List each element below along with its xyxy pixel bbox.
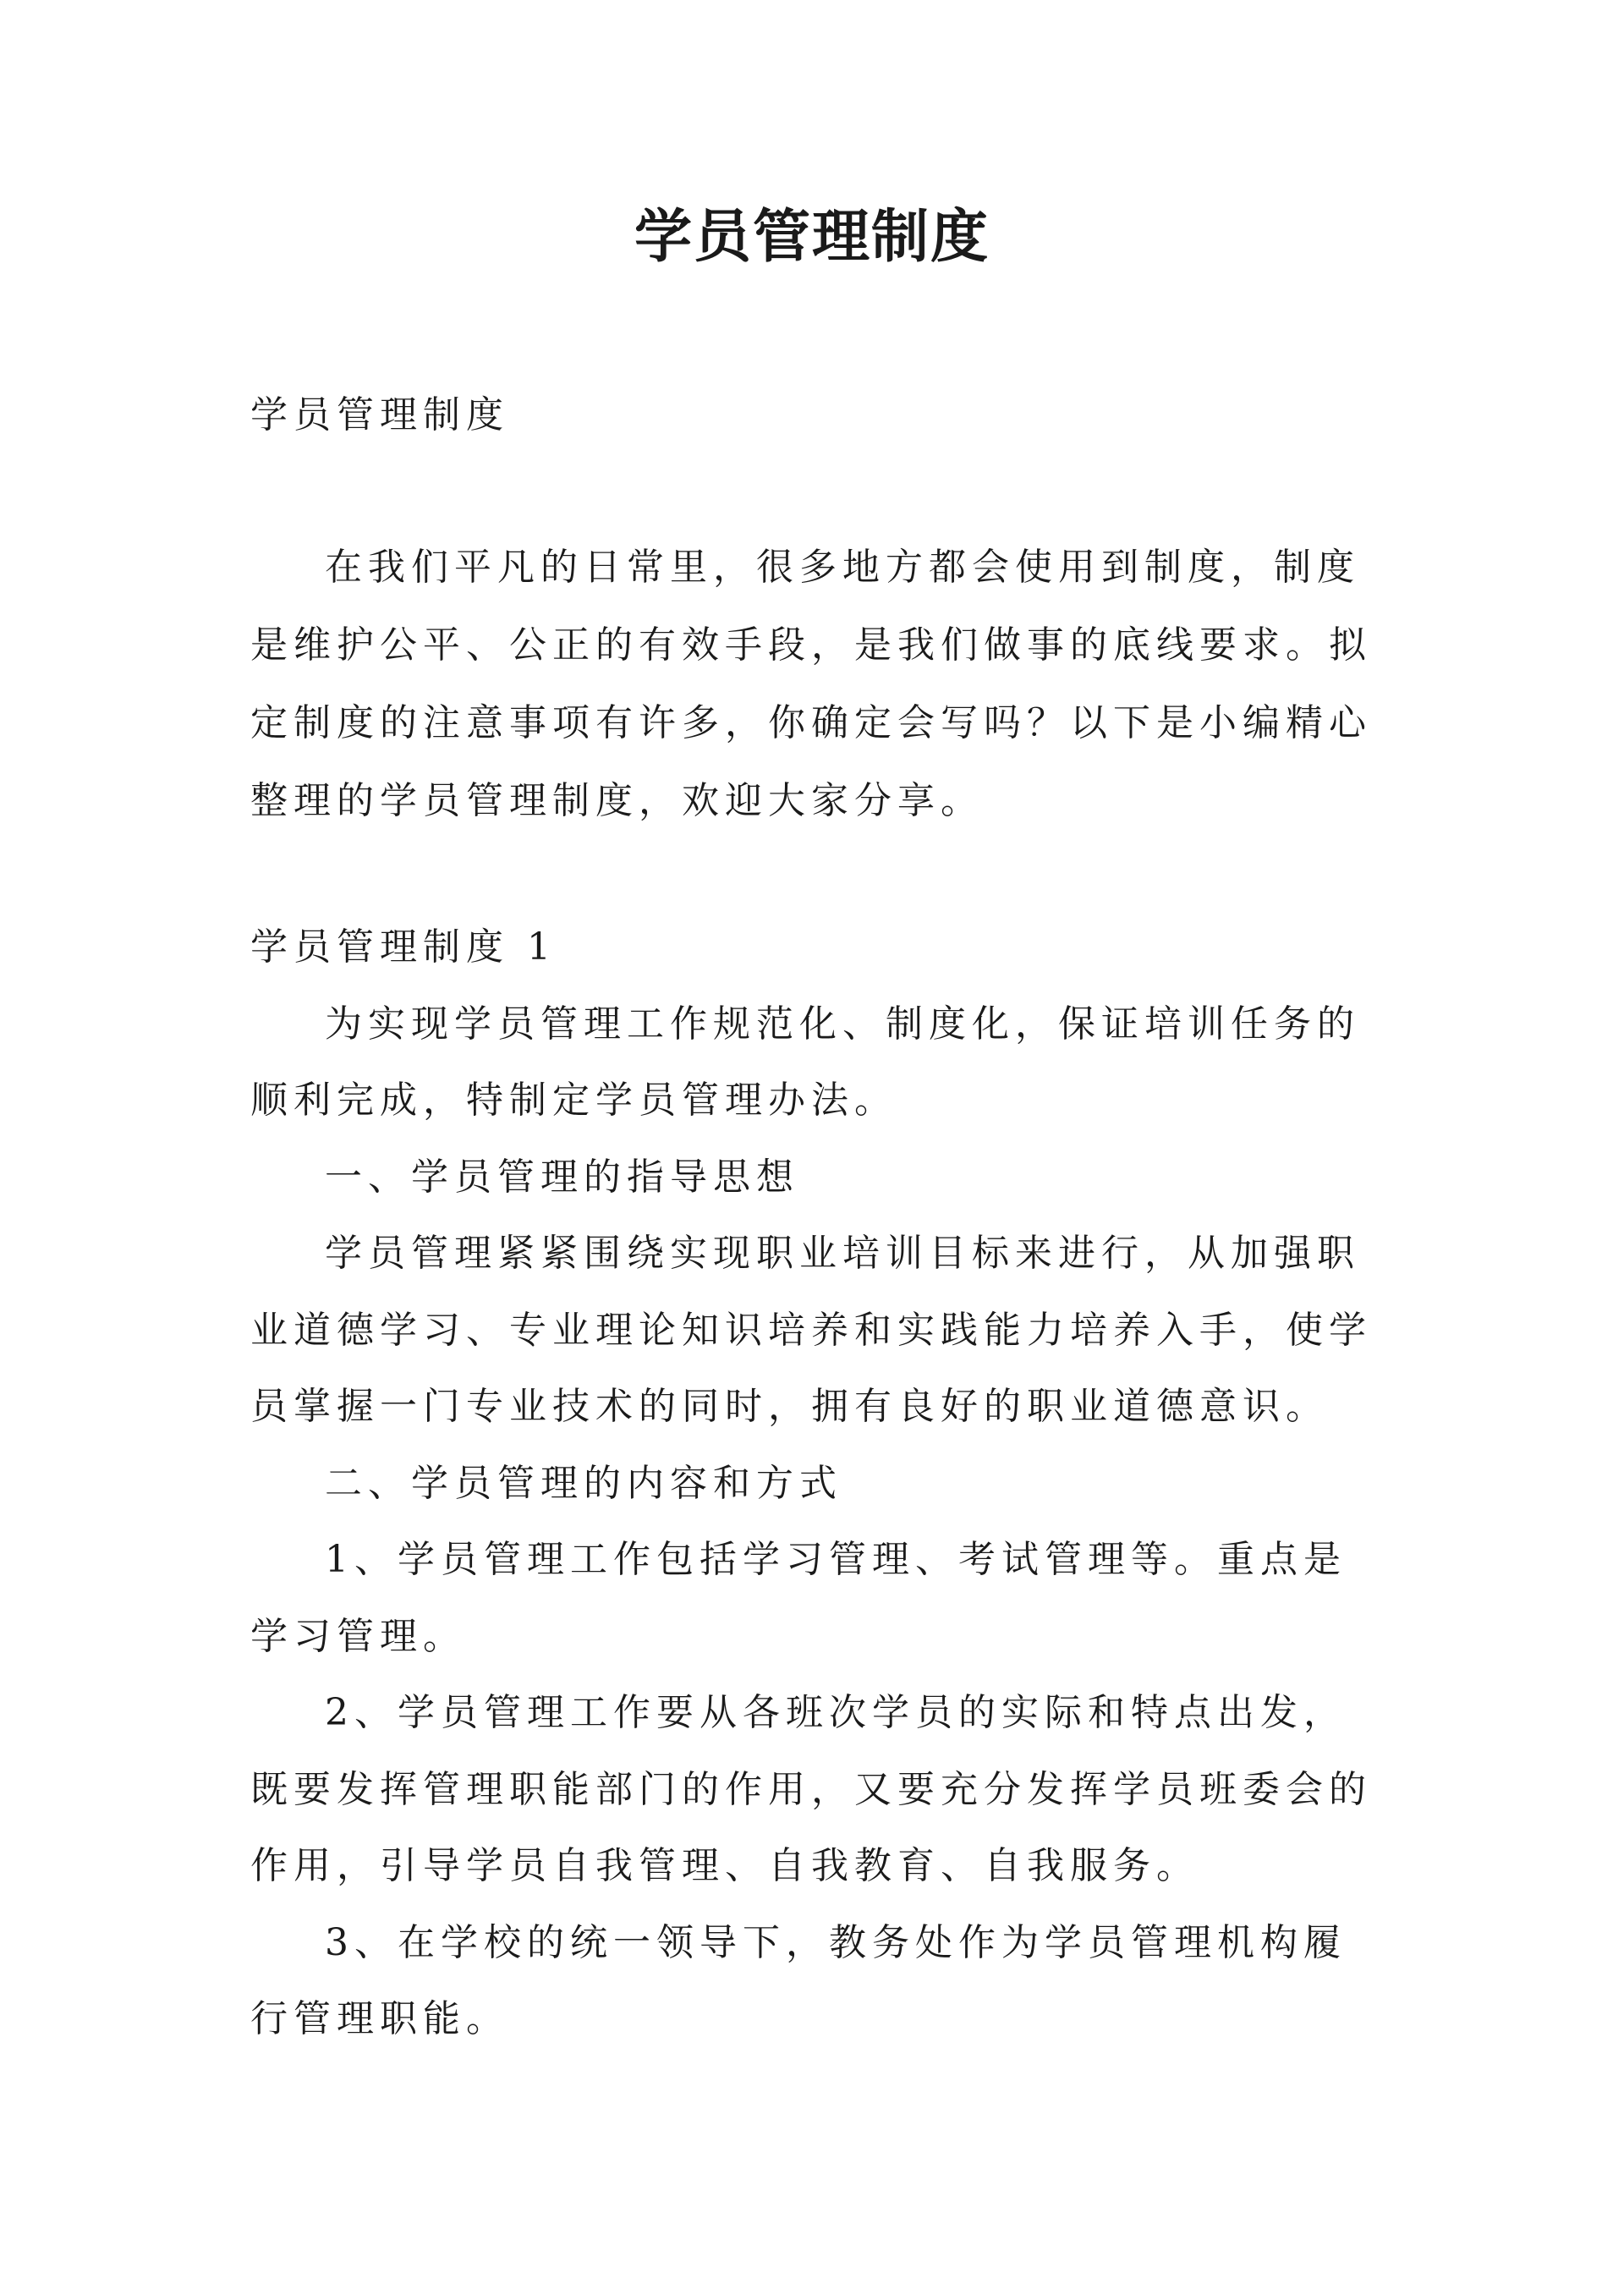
heading-content-and-methods: 二、学员管理的内容和方式 bbox=[325, 1461, 842, 1505]
heading-guiding-principle: 一、学员管理的指导思想 bbox=[325, 1155, 799, 1199]
paragraph-purpose: 为实现学员管理工作规范化、制度化，保证培训任务的顺利完成，特制定学员管理办法。 bbox=[250, 1002, 1360, 1122]
paragraph-item-1: 1、学员管理工作包括学习管理、考试管理等。重点是学习管理。 bbox=[250, 1538, 1347, 1658]
paragraph-guiding-principle: 学员管理紧紧围绕实现职业培训目标来进行，从加强职业道德学习、专业理论知识培养和实践能力培养入手，使学员掌握一门专业技术的同时，拥有良好的职业道德意识。 bbox=[250, 1232, 1372, 1428]
paragraph-item-2: 2、学员管理工作要从各班次学员的实际和特点出发，既要发挥管理职能部门的作用，又要充分发挥学员班委会的作用，引导学员自我管理、自我教育、自我服务。 bbox=[250, 1691, 1372, 1887]
document-subtitle: 学员管理制度 bbox=[250, 393, 509, 436]
document-title: 学员管理制度 bbox=[634, 204, 990, 271]
intro-paragraph: 在我们平凡的日常里，很多地方都会使用到制度，制度是维护公平、公正的有效手段，是我们做事的底线要求。拟定制度的注意事项有许多，你确定会写吗？以下是小编精心整理的学员管理制度，欢迎大家分享。 bbox=[250, 546, 1372, 822]
section-1 bbox=[250, 909, 1384, 2058]
paragraph-item-3: 3、在学校的统一领导下，教务处作为学员管理机构履行管理职能。 bbox=[250, 1920, 1347, 2040]
section-heading: 学员管理制度 1 bbox=[250, 925, 557, 969]
